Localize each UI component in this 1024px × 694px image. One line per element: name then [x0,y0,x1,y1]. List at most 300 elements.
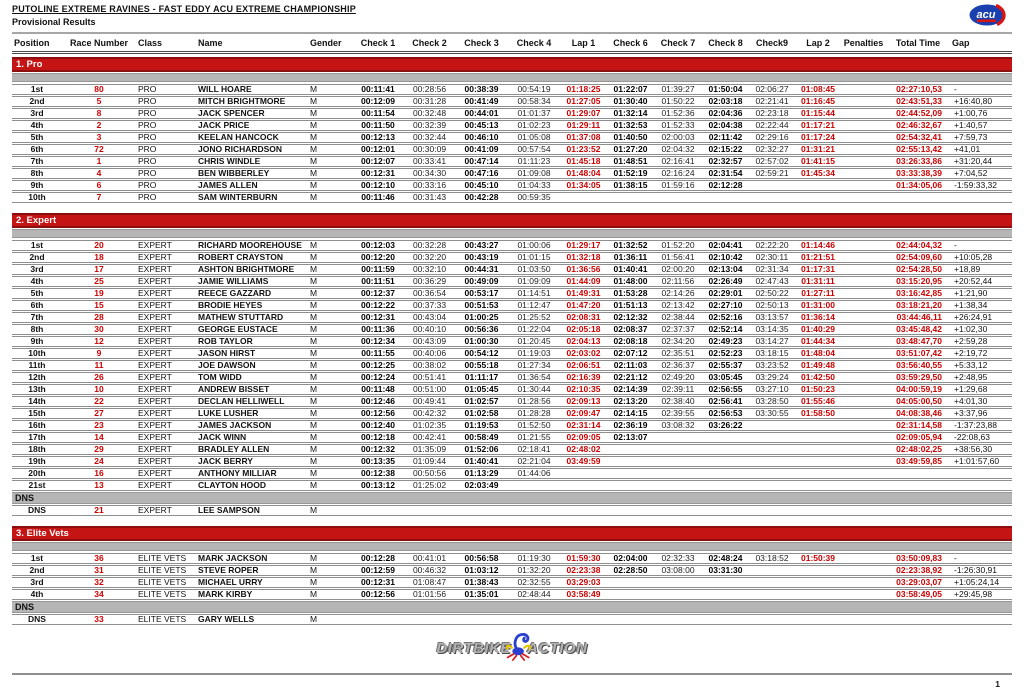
cell-check1: 00:13:35 [360,457,396,466]
cell-check9: 02:06:27 [755,85,789,94]
cell-race-number: 21 [94,506,104,515]
cell-race-number: 1 [96,157,102,166]
cell-position: 19th [28,457,46,466]
cell-race-number: 6 [96,181,102,190]
cell-gap: -1:37:23,88 [954,421,998,430]
cell-check1: 00:11:41 [361,85,395,94]
cell-check2: 00:41:01 [412,554,447,563]
cell-name: JACK WINN [198,433,247,442]
cell-race-number: 27 [94,409,104,418]
result-row [12,108,1012,119]
cell-gap: +1:01:57,60 [954,457,1000,466]
cell-check4: 01:19:03 [517,349,551,358]
cell-position: 2nd [29,253,45,262]
cell-check1: 00:11:48 [361,385,395,394]
cell-gender: M [310,445,318,454]
cell-gender: M [310,469,318,478]
cell-check2: 01:35:09 [412,445,447,454]
cell-race-number: 16 [94,469,104,478]
cell-penalties [841,193,886,202]
cell-race-number: 31 [94,566,104,575]
cell-position: 5th [30,133,44,142]
cell-check3: 01:00:30 [464,337,499,346]
cell-penalties [841,157,886,166]
cell-check7: 03:08:32 [661,421,695,430]
cell-race-number: 32 [94,578,104,587]
column-header-check6: Check 6 [613,38,648,48]
cell-total-time: 02:54:28,50 [896,265,942,274]
column-header-penalties: Penalties [843,38,884,48]
cell-check3: 00:44:01 [464,109,499,118]
cell-check3: 00:41:49 [464,97,499,106]
cell-lap2: 01:55:46 [800,397,836,406]
cell-name: JAMES ALLEN [198,181,258,190]
cell-gender: M [310,169,318,178]
cell-gap: +26:24,91 [954,313,993,322]
cell-check4: 00:58:34 [517,97,551,106]
cell-check2: 00:32:20 [412,253,447,262]
cell-check7: 02:11:56 [661,277,695,286]
cell-check4: 01:14:51 [517,289,551,298]
result-row [12,360,1012,371]
cell-check6: 02:07:12 [613,349,648,358]
column-header-name: Name [198,38,223,48]
column-header-gap: Gap [952,38,970,48]
cell-lap2: 01:15:44 [800,109,836,118]
cell-position: 6th [30,145,44,154]
cell-class: EXPERT [138,373,172,382]
cell-name: MITCH BRIGHTMORE [198,97,286,106]
cell-lap1: 03:29:03 [566,578,601,587]
cell-race-number: 7 [96,193,102,202]
cell-penalties [841,385,886,394]
cell-gap: +18,89 [954,265,981,274]
result-row [12,336,1012,347]
cell-lap1: 01:34:05 [566,181,601,190]
cell-position: 8th [30,325,44,334]
cell-check6: 01:32:14 [613,109,648,118]
column-header-check2: Check 2 [412,38,447,48]
cell-check3: 00:45:13 [464,121,499,130]
result-row [12,565,1012,576]
column-header-check1: Check 1 [360,38,396,48]
cell-total-time: 03:51:07,42 [896,349,942,358]
cell-check6 [607,469,654,478]
cell-check6: 01:30:40 [613,97,648,106]
cell-gap [950,193,1011,202]
cell-class: EXPERT [138,481,172,490]
cell-gender: M [310,337,318,346]
cell-check3: 01:13:29 [464,469,499,478]
cell-class: EXPERT [138,349,172,358]
cell-check3: 00:42:28 [464,193,499,202]
cell-penalties [841,445,886,454]
cell-check2: 01:08:47 [412,578,447,587]
cell-class: PRO [138,145,157,154]
column-header-race-number: Race Number [69,38,129,48]
cell-name: BEN WIBBERLEY [198,169,270,178]
cell-position: 18th [28,445,46,454]
acu-logo [968,3,1010,34]
result-row [12,384,1012,395]
cell-lap1: 03:49:59 [566,457,601,466]
cell-lap1: 02:09:05 [566,433,601,442]
cell-lap1: 01:27:05 [566,97,601,106]
class-section [12,213,1012,516]
cell-gap: +1:02,30 [954,325,988,334]
cell-check2: 00:28:56 [412,85,447,94]
cell-lap1: 02:23:38 [566,566,601,575]
cell-name: ASHTON BRIGHTMORE [198,265,295,274]
cell-check9: 03:18:52 [755,554,789,563]
cell-check3: 00:41:09 [464,145,499,154]
cell-total-time: 03:59:29,50 [896,373,942,382]
cell-gap: +1:40,57 [954,121,988,130]
cell-lap1: 01:32:18 [566,253,601,262]
cell-penalties [841,433,886,442]
cell-check4: 01:05:08 [517,133,551,142]
cell-lap1: 01:37:08 [566,133,601,142]
cell-check1: 00:12:10 [360,181,396,190]
cell-position: 16th [28,421,46,430]
result-row [12,577,1012,588]
cell-check2: 00:42:41 [412,433,447,442]
cell-lap2 [795,457,841,466]
cell-gap [950,615,1011,624]
cell-class: EXPERT [138,445,172,454]
cell-total-time: 04:08:38,46 [896,409,942,418]
cell-gap: +1:00,76 [954,109,988,118]
result-row [12,288,1012,299]
cell-check9: 02:57:02 [755,157,789,166]
cell-check6: 01:32:52 [613,241,648,250]
cell-check9: 02:50:13 [755,301,789,310]
cell-check4: 00:57:54 [517,145,551,154]
cell-check8 [702,193,749,202]
cell-check9 [749,615,795,624]
cell-check6: 01:52:19 [613,169,648,178]
cell-gap: +5:33,12 [954,361,988,370]
cell-total-time [886,193,950,202]
cell-lap2: 01:17:24 [800,133,836,142]
cell-check8: 02:56:55 [708,385,743,394]
cell-check9 [749,566,795,575]
cell-check8: 02:52:23 [708,349,743,358]
cell-penalties [841,253,886,262]
cell-gender: M [310,397,318,406]
cell-gap: +38:56,30 [954,445,993,454]
cell-check4: 02:32:55 [517,578,551,587]
cell-check2: 00:33:16 [412,181,447,190]
cell-check9 [749,421,795,430]
cell-check9 [749,181,795,190]
cell-name: CLAYTON HOOD [198,481,267,490]
result-row [12,84,1012,95]
cell-total-time: 02:31:14,58 [896,421,942,430]
cell-check9: 03:27:10 [755,385,789,394]
cell-total-time: 03:50:09,83 [896,554,942,563]
cell-check2: 00:49:41 [412,397,447,406]
cell-total-time: 02:44:04,32 [896,241,942,250]
cell-check4 [508,506,560,515]
cell-lap2 [795,433,841,442]
cell-name: MARK JACKSON [198,554,268,563]
cell-lap2: 01:50:23 [800,385,836,394]
cell-lap1: 02:16:39 [566,373,601,382]
cell-position: 3rd [30,109,44,118]
cell-name: GARY WELLS [198,615,255,624]
cell-check2: 00:30:09 [412,145,447,154]
result-row [12,444,1012,455]
cell-check3 [455,506,508,515]
cell-check7: 02:39:11 [661,385,695,394]
cell-total-time [886,615,950,624]
cell-check2: 01:01:56 [412,590,447,599]
cell-total-time: 03:33:38,39 [896,169,942,178]
cell-gender: M [310,615,318,624]
cell-total-time: 03:48:47,70 [896,337,942,346]
cell-check9: 03:23:52 [755,361,789,370]
cell-check3: 00:47:14 [464,157,499,166]
cell-total-time: 03:16:42,85 [896,289,942,298]
cell-class: ELITE VETS [138,566,187,575]
cell-check2: 00:36:29 [412,277,447,286]
cell-check9 [749,578,795,587]
cell-name: RICHARD MOOREHOUSE [198,241,302,250]
cell-gap: -22:08,63 [954,433,990,442]
cell-race-number: 11 [94,361,104,370]
result-row [12,589,1012,600]
cell-penalties [841,469,886,478]
cell-lap1: 02:08:31 [566,313,601,322]
cell-check7: 02:36:37 [661,361,695,370]
cell-class: PRO [138,193,157,202]
cell-check1: 00:12:38 [360,469,396,478]
cell-check4: 01:09:09 [517,277,551,286]
cell-penalties [841,325,886,334]
cell-total-time: 03:15:20,95 [896,277,942,286]
cell-check1: 00:12:24 [360,373,396,382]
cell-class: EXPERT [138,313,172,322]
cell-check6: 02:36:19 [613,421,648,430]
cell-check1: 00:11:54 [361,109,395,118]
cell-check1: 00:12:31 [360,169,396,178]
cell-check4 [508,481,560,490]
cell-check4: 01:19:30 [517,554,551,563]
cell-lap1: 02:06:51 [566,361,601,370]
cell-check4: 01:02:23 [517,121,551,130]
cell-check2: 00:40:06 [412,349,447,358]
cell-class: EXPERT [138,385,172,394]
cell-check2: 00:42:32 [412,409,447,418]
cell-gender: M [310,566,318,575]
cell-gender: M [310,85,318,94]
cell-gender: M [310,97,318,106]
cell-position: 17th [28,433,46,442]
cell-check4: 02:18:41 [517,445,551,454]
cell-gender: M [310,109,318,118]
cell-class: EXPERT [138,337,172,346]
cell-check9: 03:29:24 [755,373,789,382]
result-row [12,144,1012,155]
cell-lap2: 01:14:46 [800,241,836,250]
cell-check7 [654,578,702,587]
cell-total-time: 02:48:02,25 [896,445,942,454]
cell-check4: 01:00:06 [517,241,551,250]
cell-check3: 02:03:49 [464,481,499,490]
cell-penalties [841,397,886,406]
cell-gap: +7:59,73 [954,133,988,142]
cell-position: 1st [30,554,44,563]
cell-check6: 02:08:37 [613,325,648,334]
cell-check4: 01:01:15 [517,253,551,262]
cell-name: REECE GAZZARD [198,289,272,298]
cell-lap1 [560,615,607,624]
cell-check7: 02:16:24 [661,169,695,178]
cell-class: PRO [138,85,157,94]
cell-check4: 01:32:20 [517,566,551,575]
cell-gap [950,481,1011,490]
cell-name: ROBERT CRAYSTON [198,253,284,262]
cell-gap: +1:29,68 [954,385,988,394]
cell-check1: 00:11:46 [361,193,395,202]
cell-check7: 02:14:26 [661,289,695,298]
cell-position: 3rd [30,578,44,587]
column-header-lap2: Lap 2 [806,38,830,48]
section-subheader-band [12,73,1012,82]
cell-race-number: 28 [94,313,104,322]
column-header-class: Class [138,38,163,48]
cell-check2: 00:31:28 [412,97,447,106]
cell-check8: 02:32:57 [708,157,743,166]
cell-position: 10th [28,193,46,202]
cell-race-number: 15 [94,301,104,310]
result-row [12,312,1012,323]
cell-position: 20th [28,469,46,478]
cell-check2: 00:50:56 [412,469,447,478]
cell-penalties [841,109,886,118]
cell-gap: +7:04,52 [954,169,988,178]
cell-position: 9th [30,181,44,190]
cell-lap2 [795,566,841,575]
cell-gender: M [310,301,318,310]
cell-gap: +3:37,96 [954,409,988,418]
cell-check4: 02:48:44 [517,590,551,599]
cell-race-number: 5 [96,97,102,106]
cell-lap2 [795,181,841,190]
cell-check8: 02:15:22 [708,145,743,154]
cell-race-number: 22 [94,397,104,406]
cell-lap1: 01:18:25 [566,85,601,94]
cell-check9: 03:28:50 [755,397,789,406]
cell-check7 [654,506,702,515]
cell-gap: +31:20,44 [954,157,993,166]
cell-check2: 00:32:44 [412,133,447,142]
cell-position: 7th [30,313,44,322]
cell-check8 [702,615,749,624]
cell-check7 [654,590,702,599]
cell-check3: 00:51:53 [464,301,499,310]
cell-lap1: 02:03:02 [566,349,601,358]
cell-check4: 01:44:06 [517,469,551,478]
cell-penalties [841,481,886,490]
column-header-check7: Check 7 [660,38,696,48]
cell-check9: 02:29:16 [755,133,789,142]
cell-penalties [841,289,886,298]
cell-lap2: 01:48:04 [800,349,836,358]
cell-position: 11th [28,361,46,370]
cell-total-time: 02:55:13,42 [896,145,942,154]
cell-check4: 01:11:23 [517,157,551,166]
cell-total-time: 03:56:40,55 [896,361,942,370]
cell-check8: 02:04:36 [708,109,743,118]
cell-check6 [607,578,654,587]
cell-penalties [841,506,886,515]
cell-name: ANTHONY MILLIAR [198,469,277,478]
cell-name: MATHEW STUTTARD [198,313,284,322]
cell-class: PRO [138,133,157,142]
cell-class: EXPERT [138,433,172,442]
cell-gender: M [310,325,318,334]
cell-penalties [841,181,886,190]
page-subtitle: Provisional Results [12,17,96,27]
cell-check8: 02:49:23 [708,337,743,346]
cell-lap2: 01:31:00 [800,301,836,310]
cell-check8: 02:11:42 [708,133,743,142]
cell-check9: 02:23:18 [755,109,789,118]
cell-check1: 00:12:56 [360,409,396,418]
cell-check8: 02:52:16 [708,313,743,322]
cell-lap1: 01:45:18 [566,157,601,166]
cell-check4: 01:27:34 [517,361,551,370]
result-row [12,420,1012,431]
cell-total-time [886,506,950,515]
cell-class: PRO [138,109,157,118]
cell-check4: 01:20:45 [517,337,551,346]
cell-race-number: 17 [94,265,104,274]
cell-name: JAMES JACKSON [198,421,272,430]
cell-name: ROB TAYLOR [198,337,253,346]
cell-gap: +2:59,28 [954,337,988,346]
cell-check2: 00:51:41 [412,373,447,382]
cell-check9: 02:32:27 [755,145,789,154]
result-row [12,553,1012,564]
cell-check3: 01:35:01 [464,590,499,599]
cell-position: 10th [28,349,46,358]
cell-check7: 02:38:40 [661,397,695,406]
cell-check7: 02:13:42 [661,301,695,310]
cell-lap1 [560,193,607,202]
cell-check7: 02:34:20 [661,337,695,346]
result-row [12,276,1012,287]
result-row [12,372,1012,383]
cell-check8 [702,469,749,478]
cell-gender: M [310,349,318,358]
cell-race-number: 4 [96,169,102,178]
cell-total-time: 03:49:59,85 [896,457,942,466]
cell-check1: 00:12:22 [360,301,396,310]
cell-check7 [654,193,702,202]
cell-race-number: 20 [94,241,104,250]
cell-check3: 00:56:36 [464,325,499,334]
cell-check8: 03:05:45 [708,373,743,382]
cell-check8: 02:12:28 [708,181,743,190]
cell-check2: 00:32:10 [412,265,447,274]
cell-total-time: 03:45:48,42 [896,325,942,334]
cell-check9 [749,193,795,202]
cell-penalties [841,373,886,382]
cell-check8 [702,433,749,442]
